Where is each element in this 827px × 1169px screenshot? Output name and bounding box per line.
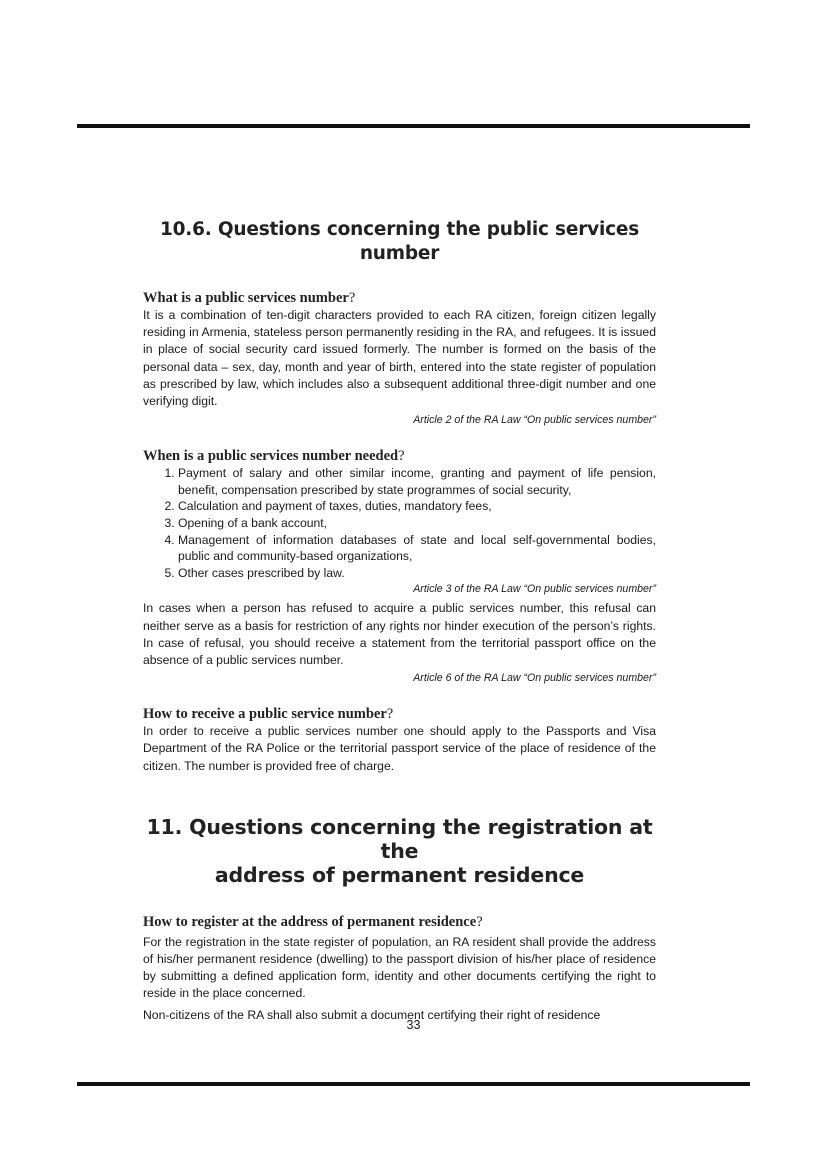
answer-paragraph: For the registration in the state register of population, an RA resident shall provide the address of his/her permanent residence (dwelling) to the passport division of his/her place of residence by submitting a defined application form, identity and other documents certifying the right to reside in the place concerned. (143, 934, 656, 1001)
page-content (143, 218, 656, 1024)
question-text: When is a public services number needed (143, 448, 399, 465)
use-case-list (143, 465, 656, 581)
question-how-receive (143, 705, 656, 723)
section-title-10-6: 10.6. Questions concerning the public services number (159, 219, 640, 264)
section-title-11 (143, 815, 656, 887)
question-what-is-number (143, 289, 656, 307)
question-text: How to register at the address of permanent residence (143, 913, 477, 930)
list-item: 3. Opening of a bank account, (178, 515, 656, 532)
list-item: 2. Calculation and payment of taxes, duties, mandatory fees, (178, 498, 656, 515)
answer-paragraph: In order to receive a public services number one should apply to the Passports and Visa Department of the RA Police or the territorial passport service of the place of residence of the citizen. The number is provided free of charge. (143, 724, 656, 773)
list-item: 4. Management of information databases of state and local self-governmental bodies, public and community-based organizations, (178, 532, 656, 565)
law-citation: Article 3 of the RA Law “On public services number” (413, 583, 656, 596)
answer-paragraph: In cases when a person has refused to acquire a public services number, this refusal can neither serve as a basis for restriction of any rights nor hinder execution of the person’s rights. In case of refusal, you should receive a statement from the territorial passport office on the absence of a public services number. (143, 601, 656, 667)
title-line: 11. Questions concerning the registration at the (146, 814, 653, 863)
list-item: 5. Other cases prescribed by law. (178, 565, 656, 582)
page-number: 33 (406, 1018, 421, 1032)
question-how-register (143, 913, 656, 931)
question-mark: ? (386, 706, 394, 723)
law-citation: Article 2 of the RA Law “On public services number” (413, 414, 656, 427)
question-mark: ? (398, 448, 405, 465)
top-rule (77, 124, 750, 128)
list-item: 1. Payment of salary and other similar income, granting and payment of life pension, benefit, compensation prescribed by state programmes of social security, (178, 465, 656, 498)
question-mark: ? (476, 913, 483, 930)
law-citation: Article 6 of the RA Law “On public services number” (413, 672, 656, 685)
question-mark: ? (348, 290, 356, 306)
title-line: address of permanent residence (214, 862, 585, 887)
answer-paragraph: It is a combination of ten-digit characters provided to each RA citizen, foreign citizen legally residing in Armenia, stateless person permanently residing in the RA, and refugees. It is issued in place of social security card issued formerly. The number is formed on the basis of the personal data – sex, day, month and year of birth, entered into the state register of population as prescribed by law, which includes also a subsequent additional three-digit number and one verifying digit. (143, 308, 656, 409)
answer-paragraph: Non-citizens of the RA shall also submit a document certifying their right of residence (143, 1007, 601, 1022)
bottom-rule (77, 1082, 750, 1086)
question-text: What is a public services number (143, 290, 349, 306)
question-text: How to receive a public service number (143, 706, 387, 723)
question-when-needed (143, 447, 656, 465)
